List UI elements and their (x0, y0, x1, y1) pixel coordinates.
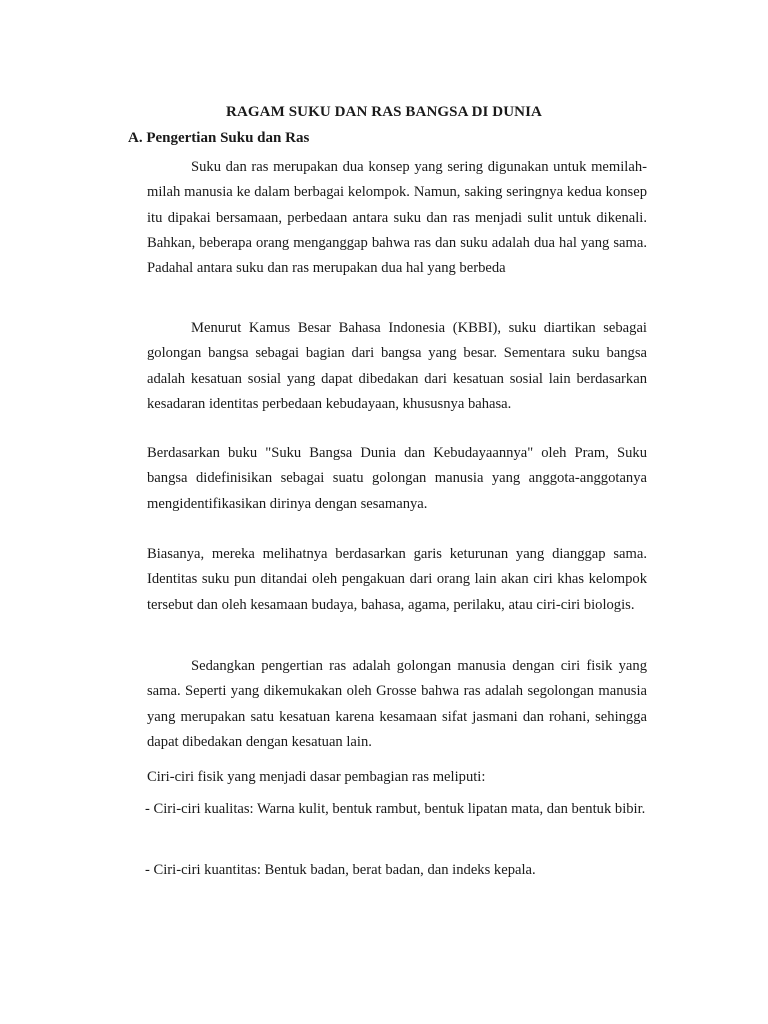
section-heading: A. Pengertian Suku dan Ras (128, 130, 310, 146)
document-title: RAGAM SUKU DAN RAS BANGSA DI DUNIA (226, 104, 542, 120)
paragraph-4: Biasanya, mereka melihatnya berdasarkan garis keturunan yang dianggap sama. Identitas suku pun ditandai oleh pengakuan dari orang lain akan ciri khas kelompok tersebut dan oleh kesamaan budaya, bahasa, agama, perilaku, atau ciri-ciri biologis. (147, 546, 647, 613)
paragraph-1: Suku dan ras merupakan dua konsep yang sering digunakan untuk memilah-milah manusia ke dalam berbagai kelompok. Namun, saking seringnya kedua konsep itu dipakai bersamaan, perbedaan antara suku dan ras menjadi sulit untuk dikenali. Bahkan, beberapa orang menganggap bahwa ras dan suku adalah dua hal yang sama. Padahal antara suku dan ras merupakan dua hal yang berbeda (147, 159, 647, 277)
list-item-kuantitas: - Ciri-ciri kuantitas: Bentuk badan, berat badan, dan indeks kepala. (145, 862, 536, 878)
paragraph-6: Ciri-ciri fisik yang menjadi dasar pembagian ras meliputi: (147, 769, 486, 785)
paragraph-3: Berdasarkan buku "Suku Bangsa Dunia dan Kebudayaannya" oleh Pram, Suku bangsa didefinisikan sebagai suatu golongan manusia yang anggota-anggotanya mengidentifikasikan dirinya dengan sesamanya. (147, 445, 647, 512)
paragraph-5: Sedangkan pengertian ras adalah golongan manusia dengan ciri fisik yang sama. Seperti yang dikemukakan oleh Grosse bahwa ras adalah segolongan manusia yang merupakan satu kesatuan karena kesamaan sifat jasmani dan rohani, sehingga dapat dibedakan dengan kesatuan lain. (147, 658, 647, 750)
paragraph-2: Menurut Kamus Besar Bahasa Indonesia (KBBI), suku diartikan sebagai golongan bangsa sebagai bagian dari bangsa yang besar. Sementara suku bangsa adalah kesatuan sosial yang dapat dibedakan dari kesatuan sosial lain berdasarkan kesadaran identitas perbedaan kebudayaan, khususnya bahasa. (147, 320, 647, 412)
list-item-kualitas: - Ciri-ciri kualitas: Warna kulit, bentuk rambut, bentuk lipatan mata, dan bentuk bibir. (145, 801, 646, 817)
